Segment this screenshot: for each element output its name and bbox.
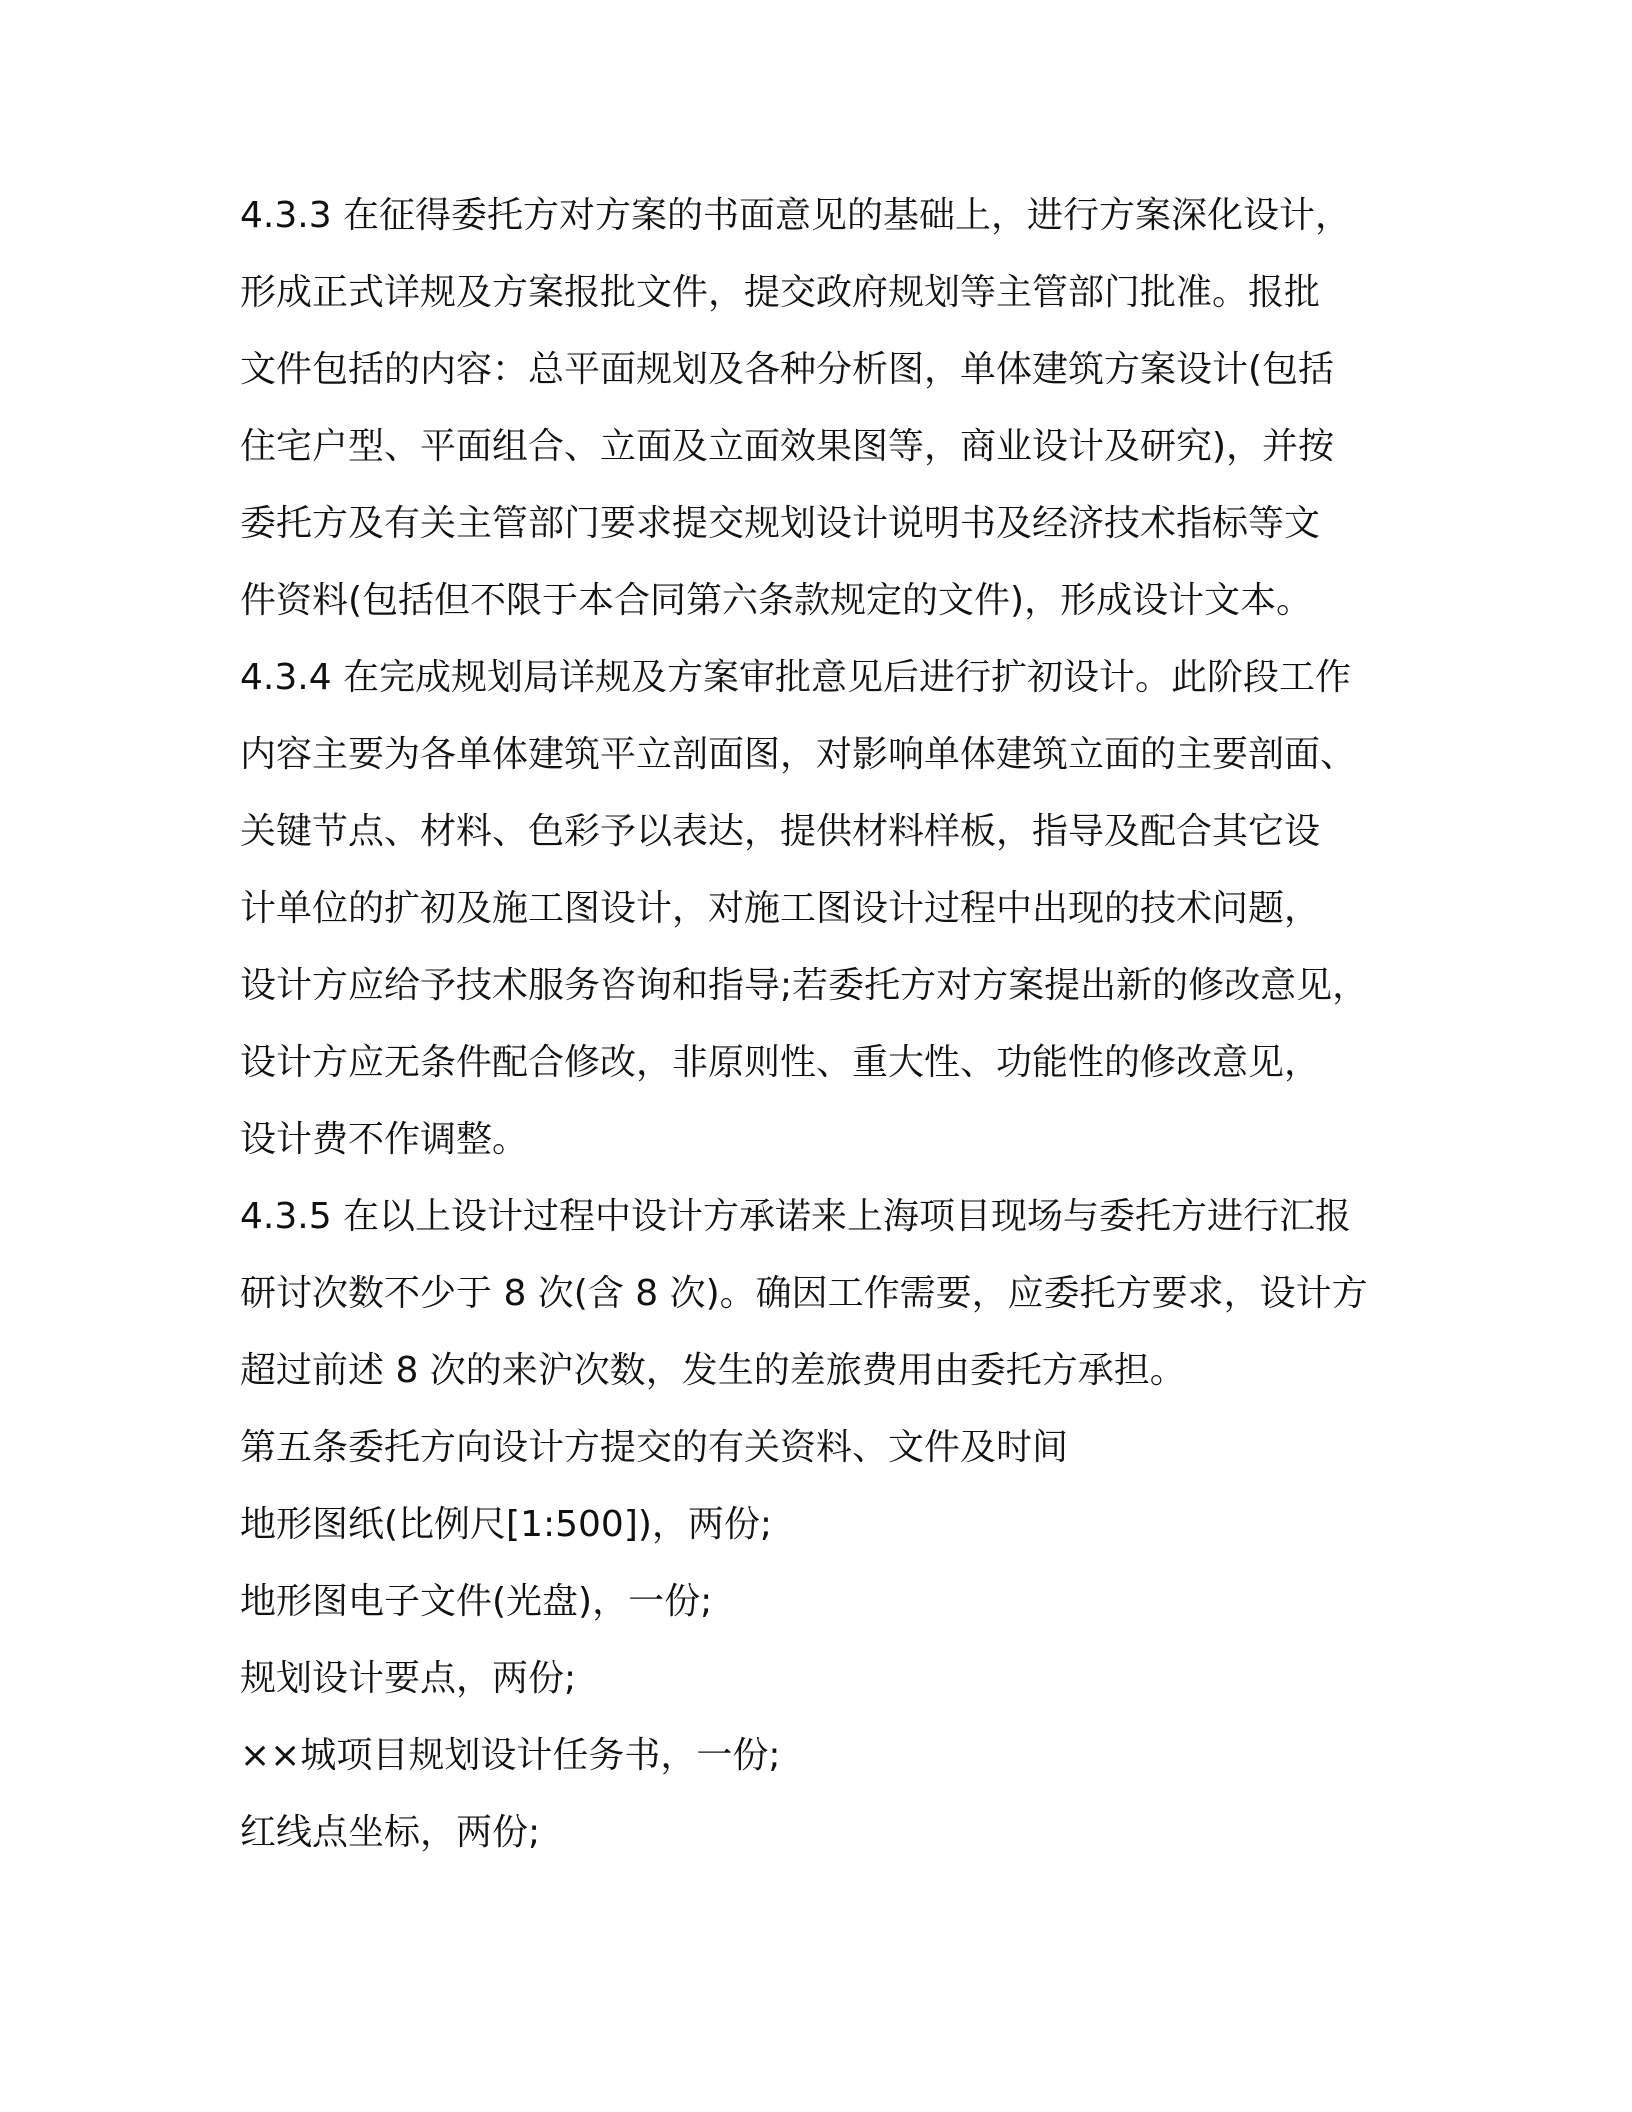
text-line: 委托方及有关主管部门要求提交规划设计说明书及经济技术指标等文 <box>240 503 1321 544</box>
text-line: 规划设计要点，两份; <box>240 1658 577 1699</box>
text-line: 件资料(包括但不限于本合同第六条款规定的文件)，形成设计文本。 <box>240 580 1313 621</box>
text-line: 研讨次数不少于 8 次(含 8 次)。确因工作需要，应委托方要求，设计方 <box>240 1273 1368 1314</box>
text-line: 设计方应给予技术服务咨询和指导;若委托方对方案提出新的修改意见， <box>240 965 1369 1006</box>
text-line: 4.3.5 在以上设计过程中设计方承诺来上海项目现场与委托方进行汇报 <box>240 1196 1352 1237</box>
text-line: 红线点坐标，两份; <box>240 1812 541 1853</box>
text-line: 形成正式详规及方案报批文件，提交政府规划等主管部门批准。报批 <box>240 272 1321 313</box>
text-line: 住宅户型、平面组合、立面及立面效果图等，商业设计及研究)，并按 <box>240 426 1335 467</box>
text-line: 计单位的扩初及施工图设计，对施工图设计过程中出现的技术问题， <box>240 888 1321 929</box>
text-line: 4.3.3 在征得委托方对方案的书面意见的基础上，进行方案深化设计， <box>240 195 1352 236</box>
text-line: 内容主要为各单体建筑平立剖面图，对影响单体建筑立面的主要剖面、 <box>240 734 1357 775</box>
text-line: 超过前述 8 次的来沪次数，发生的差旅费用由委托方承担。 <box>240 1350 1186 1391</box>
text-line: ××城项目规划设计任务书，一份; <box>240 1735 781 1776</box>
text-line: 设计费不作调整。 <box>240 1119 529 1160</box>
text-line: 地形图纸(比例尺[1:500])，两份; <box>240 1504 773 1545</box>
text-line: 文件包括的内容：总平面规划及各种分析图，单体建筑方案设计(包括 <box>240 349 1335 390</box>
text-line: 关键节点、材料、色彩予以表达，提供材料样板，指导及配合其它设 <box>240 811 1321 852</box>
text-line: 第五条委托方向设计方提交的有关资料、文件及时间 <box>240 1427 1069 1468</box>
text-line: 地形图电子文件(光盘)，一份; <box>240 1581 713 1622</box>
text-line: 4.3.4 在完成规划局详规及方案审批意见后进行扩初设计。此阶段工作 <box>240 657 1352 698</box>
text-line: 设计方应无条件配合修改，非原则性、重大性、功能性的修改意见， <box>240 1042 1321 1083</box>
